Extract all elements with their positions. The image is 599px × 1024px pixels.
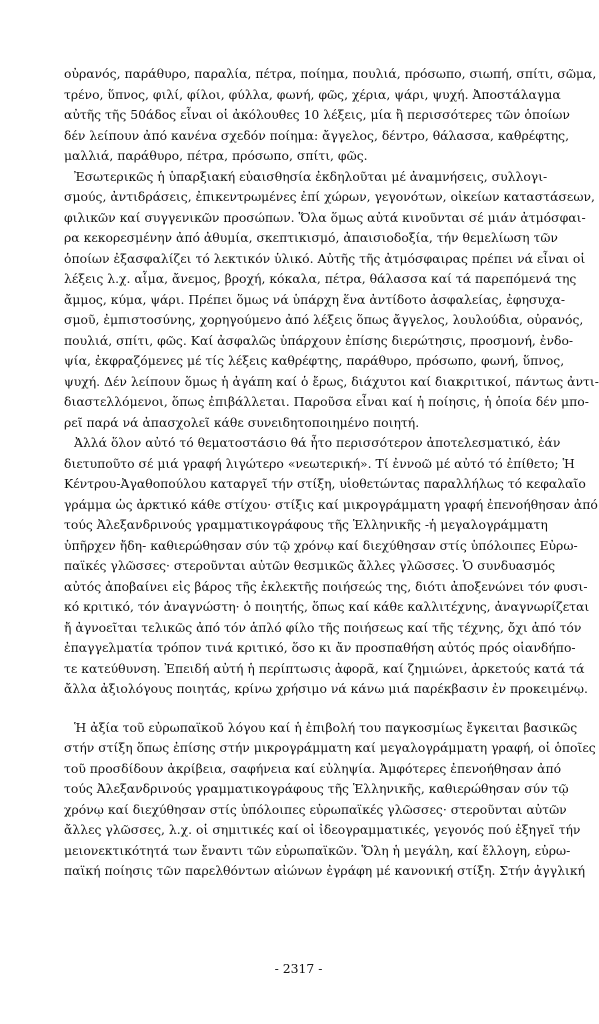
text-line: τρένο, ὕπνος, φιλί, φίλοι, φύλλα, φωνή, φῶς, χέρια, ψάρι, ψυχή. Ἀποστάλαγμα bbox=[64, 86, 561, 102]
text-line: ψία, ἐκφραζόμενες μέ τίς λέξεις καθρέφτης, παράθυρο, πρόσωπο, φωνή, ὕπνος, bbox=[64, 353, 565, 368]
text-line: ἄμμος, κύμα, ψάρι. Πρέπει ὅμως νά ὑπάρχη ἕνα ἀντίδοτο ἀσφαλείας, ἐφησυχα- bbox=[64, 291, 566, 307]
text-line: μειονεκτικότητά των ἔναντι τῶν εὐρωπαϊκῶν. Ὅλη ἡ μεγάλη, καί ἔλλογη, εὐρω- bbox=[64, 842, 571, 858]
text-line: φιλικῶν καί συγγενικῶν προσώπων. Ὅλα ὅμως αὐτά κινοῦνται σέ μιάν ἀτμόσφαι- bbox=[64, 209, 586, 225]
text-line: μαλλιά, παράθυρο, πέτρα, πρόσωπο, σπίτι, φῶς. bbox=[64, 148, 368, 163]
paragraph-2 bbox=[64, 167, 599, 434]
text-line: ὁποίων ἐξασφαλίζει τό λεκτικόν ὑλικό. Αὐτῆς τῆς ἀτμόσφαιρας πρέπει νά εἶναι οἱ bbox=[64, 250, 586, 266]
text-line: τε κατεύθυνση. Ἐπειδή αὐτή ἡ περίπτωσις ἀφορᾶ, καί ζημιώνει, ἀρκετούς κατά τά bbox=[64, 660, 585, 676]
text-line: αὐτῆς τῆς 50άδος εἶναι οἱ ἀκόλουθες 10 λέξεις, μία ἢ περισσότερες τῶν ὁποίων bbox=[64, 107, 570, 122]
text-line: τοῦ προσδίδουν ἀκρίβεια, σαφήνεια καί εὐληψία. Ἀμφότερες ἐπενοήθησαν ἀπό bbox=[64, 760, 562, 776]
body-text bbox=[64, 64, 599, 882]
text-line: κό κριτικό, τόν ἀναγνώστη· ὁ ποιητής, ὅπως καί κάθε καλλιτέχνης, ἀναγνωρίζεται bbox=[64, 599, 590, 614]
text-line: ἐπαγγελματία τρόπον τινά κριτικό, ὅσο κι ἄν προσπαθήση αὐτός πρός οἱανδήπο- bbox=[64, 640, 576, 655]
text-line: Ἐσωτερικῶς ἡ ὑπαρξιακή εὐαισθησία ἐκδηλοῦται μέ ἀναμνήσεις, συλλογι- bbox=[74, 168, 548, 184]
text-line: διαστελλόμενοι, ὅπως ἐπιβάλλεται. Παροῦσα εἶναι καί ἡ ποίησις, ἡ ὁποία δέν μπο- bbox=[64, 394, 589, 409]
text-line: ἤ ἀγνοεῖται τελικῶς ἀπό τόν ἁπλό φίλο τῆς ποιήσεως καί τῆς τέχνης, ὄχι ἀπό τόν bbox=[64, 619, 582, 635]
text-line: διετυποῦτο σέ μιά γραφή λιγώτερο «νεωτερική». Τί ἐννοῶ μέ αὐτό τό ἐπίθετο; Ἡ bbox=[64, 455, 575, 471]
text-line: λέξεις λ.χ. αἷμα, ἄνεμος, βροχή, κόκαλα, πέτρα, θάλασσα καί τά παρεπόμενά της bbox=[64, 271, 577, 286]
text-line: γράμμα ὡς ἀρκτικό κάθε στίχου· στίξις καί μικρογράμματη γραφή ἐπενοήθησαν ἀπό bbox=[64, 496, 598, 512]
text-line: σμοῦ, ἐμπιστοσύνης, χορηγούμενο ἀπό λέξεις ὅπως ἄγγελος, λουλούδια, οὐρανός, bbox=[64, 312, 584, 327]
paragraph-3 bbox=[64, 433, 598, 700]
page-number: - 2317 - bbox=[274, 961, 323, 976]
text-line: τούς Ἀλεξανδρινούς γραμματικογράφους τῆς Ἑλληνικῆς, καθιερώθησαν σύν τῷ bbox=[64, 781, 569, 796]
text-line: παϊκές γλῶσσες· στεροῦνται αὐτῶν θεσμικῶς ἄλλες γλῶσσες. Ὁ συνδυασμός bbox=[64, 558, 556, 573]
text-line: ἄλλα ἀξιολόγους ποιητάς, κρίνω χρήσιμο νά κάνω μιά παρέκβασιν ἐν προκειμένῳ. bbox=[64, 681, 588, 696]
paragraph-4 bbox=[64, 718, 596, 882]
text-line: ὑπῆρχεν ἤδη- καθιερώθησαν σύν τῷ χρόνῳ καί διεχύθησαν στίς ὑπόλοιπες Εὐρω- bbox=[64, 537, 578, 553]
text-line: στήν στίξη ὅπως ἐπίσης στήν μικρογράμματη καί μεγαλογράμματη γραφή, οἱ ὁποῖες bbox=[64, 740, 596, 755]
text-line: πουλιά, σπίτι, φῶς. Καί ἀσφαλῶς ὑπάρχουν ἐπίσης διερώτησις, προσμονή, ἐνδο- bbox=[64, 332, 574, 348]
text-line: χρόνῳ καί διεχύθησαν στίς ὑπόλοιπες εὐρωπαϊκές γλῶσσες· στεροῦνται αὐτῶν bbox=[64, 801, 567, 817]
text-line: ἄλλες γλῶσσες, λ.χ. οἱ σημιτικές καί οἱ ἰδεογραμματικές, γεγονός πού ἐξηγεῖ τήν bbox=[64, 822, 581, 837]
text-line: Ἀλλά ὅλον αὐτό τό θεματοστάσιο θά ἦτο περισσότερον ἀποτελεσματικό, ἐάν bbox=[74, 435, 561, 450]
text-line: παϊκή ποίησις τῶν παρελθόντων αἰώνων ἐγράφη μέ κανονική στίξη. Στήν ἀγγλική bbox=[64, 863, 585, 878]
text-line: δέν λείπουν ἀπό κανένα σχεδόν ποίημα: ἄγγελος, δέντρο, θάλασσα, καθρέφτης, bbox=[64, 127, 570, 143]
text-line: σμούς, ἀντιδράσεις, ἐπικεντρωμένες ἐπί χώρων, γεγονότων, οἰκείων καταστάσεων, bbox=[64, 189, 595, 204]
text-line: Ἡ ἀξία τοῦ εὐρωπαϊκοῦ λόγου καί ἡ ἐπιβολή του παγκοσμίως ἔγκειται βασικῶς bbox=[74, 719, 578, 735]
text-line: ψυχή. Δέν λείπουν ὅμως ἡ ἀγάπη καί ὁ ἔρως, διάχυτοι καί διακριτικοί, πάντως ἀντι- bbox=[64, 373, 599, 389]
text-line: τούς Ἀλεξανδρινούς γραμματικογράφους τῆς Ἑλληνικῆς -ἡ μεγαλογράμματη bbox=[64, 517, 548, 532]
text-line: ρεῖ παρά νά ἀπασχολεῖ κάθε συνειδητοποιημένο ποιητή. bbox=[64, 414, 420, 430]
section-gap bbox=[64, 700, 541, 718]
text-line: οὐρανός, παράθυρο, παραλία, πέτρα, ποίημα, πουλιά, πρόσωπο, σιωπή, σπίτι, σῶμα, bbox=[64, 66, 597, 81]
text-line: ρα κεκορεσμένην ἀπό ἀθυμία, σκεπτικισμό, ἀπαισιοδοξία, τήν θεμελίωση τῶν bbox=[64, 230, 558, 245]
paragraph-1 bbox=[64, 64, 597, 167]
text-line: Κέντρου-Ἀγαθοπούλου καταργεῖ τήν στίξη, υἱοθετώντας παραλλήλως τό κεφαλαῖο bbox=[64, 476, 586, 491]
text-line: αὐτός ἀποβαίνει εἰς βάρος τῆς ἐκλεκτῆς ποιήσεώς της, διότι ἀποξενώνει τόν φυσι- bbox=[64, 578, 588, 594]
